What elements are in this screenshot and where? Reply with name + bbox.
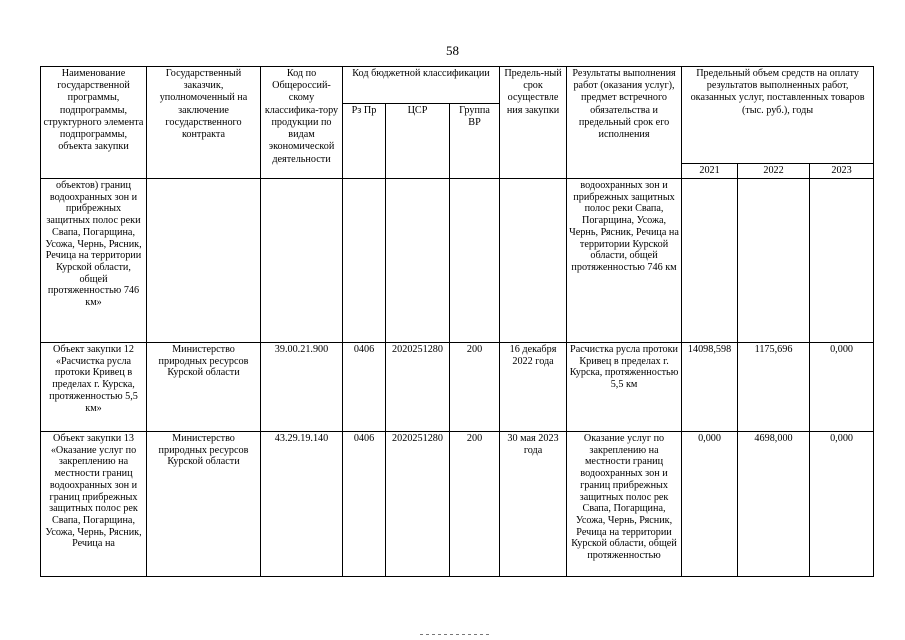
row-csr: 2020251280 [386, 432, 450, 577]
row-2023: 0,000 [810, 343, 874, 432]
header-name: Наименование государственной программы, подпрограммы, структурного элемента подпрограммы, объекта закупки [41, 67, 147, 179]
row-2021 [682, 179, 738, 343]
row-2022 [738, 179, 810, 343]
row-okpd: 39.00.21.900 [261, 343, 343, 432]
row-2023 [810, 179, 874, 343]
header-budget-classification: Код бюджетной классификации [343, 67, 500, 104]
year-2022: 2022 [738, 163, 810, 178]
row-result: Расчистка русла протоки Кривец в пределах г. Курска, протяженностью 5,5 км [567, 343, 682, 432]
header-deadline: Предель-ный срок осуществле ния закупки [500, 67, 567, 179]
row-rz-pr: 0406 [343, 432, 386, 577]
row-customer: Министерство природных ресурсов Курской области [147, 343, 261, 432]
row-csr [386, 179, 450, 343]
row-name: объектов) границ водоохранных зон и прибрежных защитных полос реки Свапа, Погарщина, Усожа, Чернь, Рясник, Речица на территории Курской области, общей протяженностью 746 км» [41, 179, 147, 343]
row-2022: 1175,696 [738, 343, 810, 432]
row-rz-pr [343, 179, 386, 343]
table-row [41, 432, 874, 577]
row-deadline: 30 мая 2023 года [500, 432, 567, 577]
table-row [41, 179, 874, 343]
row-csr: 2020251280 [386, 343, 450, 432]
row-name: Объект закупки 12 «Расчистка русла протоки Кривец в пределах г. Курска, протяженностью 5,5 км» [41, 343, 147, 432]
header-customer: Государственный заказчик, уполномоченный на заключение государственного контракта [147, 67, 261, 179]
row-name: Объект закупки 13 «Оказание услуг по закреплению на местности границ водоохранных зон и границ прибрежных защитных полос рек Свапа, Погарщина, Усожа, Чернь, Рясник, Речица на [41, 432, 147, 577]
row-deadline [500, 179, 567, 343]
row-vr [450, 179, 500, 343]
table-row [41, 343, 874, 432]
header-csr: ЦСР [386, 104, 450, 179]
header-okpd: Код по Общероссий-скому классифика-тору продукции по видам экономической деятельности [261, 67, 343, 179]
row-customer [147, 179, 261, 343]
page-number: 58 [446, 43, 459, 58]
header-rz-pr: Рз Пр [343, 104, 386, 179]
header-row-1 [41, 67, 874, 104]
procurement-table [40, 66, 874, 577]
row-result: Оказание услуг по закреплению на местности границ водоохранных зон и границ прибрежных защитных полос рек Свапа, Погарщина, Усожа, Чернь, Рясник, Речица на территории Курской области, общей протяженностью [567, 432, 682, 577]
header-vr: Группа ВР [450, 104, 500, 179]
row-2021: 14098,598 [682, 343, 738, 432]
row-2022: 4698,000 [738, 432, 810, 577]
year-2023: 2023 [810, 163, 874, 178]
header-volume: Предельный объем средств на оплату результатов выполненных работ, оказанных услуг, поставленных товаров (тыс. руб.), годы [682, 67, 874, 164]
row-customer: Министерство природных ресурсов Курской области [147, 432, 261, 577]
row-2023: 0,000 [810, 432, 874, 577]
row-result: водоохранных зон и прибрежных защитных полос реки Свапа, Погарщина, Усожа, Чернь, Рясник, Речица на территории Курской области, общей протяженностью 746 км [567, 179, 682, 343]
row-okpd: 43.29.19.140 [261, 432, 343, 577]
header-results: Результаты выполнения работ (оказания услуг), предмет встречного обязательства и предельный срок его исполнения [567, 67, 682, 179]
row-okpd [261, 179, 343, 343]
row-deadline: 16 декабря 2022 года [500, 343, 567, 432]
row-vr: 200 [450, 432, 500, 577]
scan-artifact [420, 634, 490, 635]
row-2021: 0,000 [682, 432, 738, 577]
row-vr: 200 [450, 343, 500, 432]
year-2021: 2021 [682, 163, 738, 178]
row-rz-pr: 0406 [343, 343, 386, 432]
